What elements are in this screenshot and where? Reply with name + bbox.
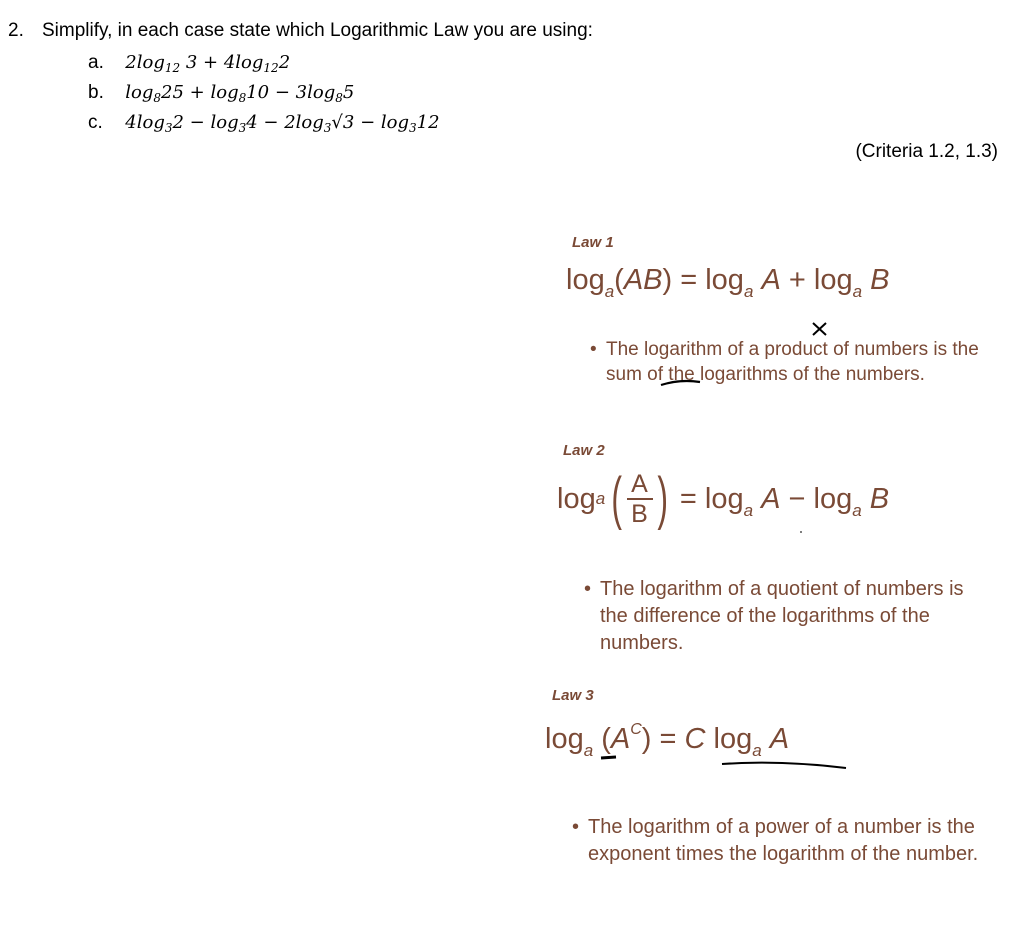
bullet-dot: • — [572, 816, 580, 838]
criteria-note: (Criteria 1.2, 1.3) — [855, 141, 998, 162]
part-a-expression: $2\log_{12}$ $3 + 4\log_{12}2$ — [125, 52, 291, 75]
right-paren: ) — [656, 466, 668, 531]
ink-underline-a — [601, 757, 616, 758]
bullet-dot: • — [590, 339, 597, 360]
ink-underline-rhs — [722, 763, 846, 768]
question-text: Simplify, in each case state which Logarithmic Law you are using: — [42, 20, 593, 41]
part-a-letter: a. — [88, 52, 104, 73]
ink-dot — [800, 531, 802, 533]
law-1-formula: $\log_a(AB) = \log_a A + \log_a B$ — [566, 264, 890, 301]
law-3-bullet-text: The logarithm of a power of a number is the exponent times the logarithm of the number. — [588, 816, 979, 865]
law-3-label: Law 3 — [552, 687, 594, 704]
ink-cross-mark — [813, 323, 826, 335]
law-2-bullet-text: The logarithm of a quotient of numbers is the difference of the logarithms of the numbers. — [600, 578, 964, 654]
part-b-expression: $\log_825 + \log_810 - 3\log_85$ — [125, 82, 355, 105]
question-number: 2. — [8, 20, 24, 41]
left-paren: ( — [611, 466, 623, 531]
bullet-dot: • — [584, 578, 592, 600]
part-c-letter: c. — [88, 112, 103, 133]
law-2-label: Law 2 — [563, 442, 605, 459]
law-1-bullet-text: The logarithm of a product of numbers is the sum of the logarithms of the numbers. — [606, 339, 979, 385]
fraction: $\frac{A}{B}$ — [627, 470, 653, 528]
law-2-formula: log a ( $\frac{A}{B}$ ) = $\log_a A - \log_a B$ — [557, 466, 890, 531]
part-c-expression: $4\log_32 - \log_34 - 2\log_3√3 - \log_312$ — [125, 112, 440, 135]
ink-underline-sum — [661, 381, 700, 385]
law-1-label: Law 1 — [572, 234, 614, 251]
law-3-formula: $\log_a (A^C) = C$ $\log_a A$ — [545, 721, 790, 760]
part-b-letter: b. — [88, 82, 104, 103]
